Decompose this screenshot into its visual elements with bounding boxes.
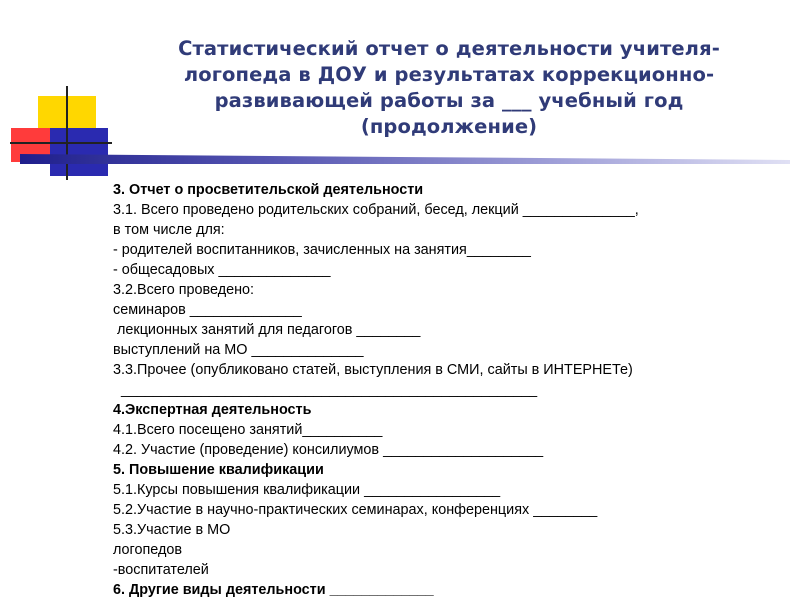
report-line: 3.1. Всего проведено родительских собраний, бесед, лекций ______________, xyxy=(113,202,639,218)
report-line: 3.3.Прочее (опубликовано статей, выступления в СМИ, сайты в ИНТЕРНЕТе) xyxy=(113,362,633,378)
title-divider xyxy=(20,154,790,164)
report-line: ____________________________________________________ xyxy=(113,382,538,398)
title-line: логопеда в ДОУ и результатах коррекционно- xyxy=(183,63,715,86)
title-line: Статистический отчет о деятельности учителя- xyxy=(178,37,720,60)
report-line: 3.2.Всего проведено: xyxy=(113,282,255,298)
decor-blue-square xyxy=(50,128,108,176)
report-line: 4.1.Всего посещено занятий__________ xyxy=(113,422,383,438)
report-line: 5.2.Участие в научно-практических семинарах, конференциях ________ xyxy=(113,502,598,518)
page-title xyxy=(118,36,780,140)
report-line: семинаров ______________ xyxy=(113,302,302,318)
report-body xyxy=(113,180,773,600)
section-heading: 5. Повышение квалификации xyxy=(113,462,324,478)
section-heading: 4.Экспертная деятельность xyxy=(113,402,312,418)
section-heading: 6. Другие виды деятельности _____________ xyxy=(113,582,434,598)
report-line: - родителей воспитанников, зачисленных на занятия________ xyxy=(113,242,531,258)
report-line: выступлений на МО ______________ xyxy=(113,342,364,358)
report-line: 4.2. Участие (проведение) консилиумов ____________________ xyxy=(113,442,544,458)
report-line: 5.1.Курсы повышения квалификации _________________ xyxy=(113,482,501,498)
section-heading: 3. Отчет о просветительской деятельности xyxy=(113,182,424,198)
report-line: лекционных занятий для педагогов ________ xyxy=(113,322,421,338)
title-line: развивающей работы за ___ учебный год xyxy=(214,89,684,112)
report-line: логопедов xyxy=(113,542,183,558)
report-line: 5.3.Участие в МО xyxy=(113,522,231,538)
decor-vertical-line xyxy=(66,86,68,180)
report-line: в том числе для: xyxy=(113,222,225,238)
decor-horizontal-line xyxy=(10,142,112,144)
title-line: (продолжение) xyxy=(360,115,538,138)
report-line: -воспитателей xyxy=(113,562,209,578)
report-line: - общесадовых ______________ xyxy=(113,262,331,278)
